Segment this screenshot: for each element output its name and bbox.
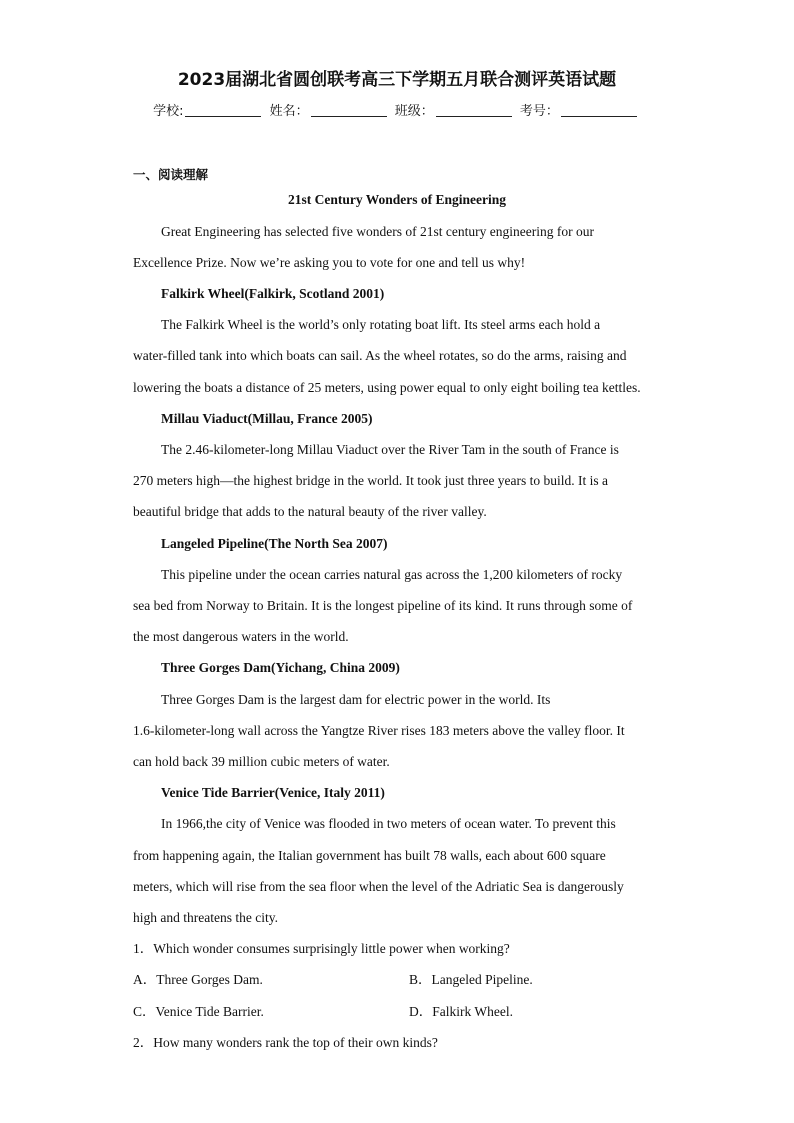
wonder-heading: Venice Tide Barrier(Venice, Italy 2011)	[161, 785, 385, 800]
paragraph-line: beautiful bridge that adds to the natural beauty of the river valley.	[133, 504, 487, 519]
page-title: 2023届湖北省圆创联考高三下学期五月联合测评英语试题	[177, 70, 617, 90]
paragraph-line: In 1966,the city of Venice was flooded in two meters of ocean water. To prevent this	[161, 816, 616, 831]
class-blank[interactable]	[436, 102, 512, 117]
paragraph-line: the most dangerous waters in the world.	[133, 629, 349, 644]
option-c[interactable]: C．Venice Tide Barrier.	[133, 1004, 264, 1019]
paragraph-line: lowering the boats a distance of 25 meters, using power equal to only eight boiling tea kettles.	[133, 380, 641, 395]
exam-number-label: 考号：	[519, 104, 559, 119]
option-a[interactable]: A．Three Gorges Dam.	[133, 972, 263, 987]
paragraph-line: can hold back 39 million cubic meters of water.	[133, 754, 390, 769]
option-b[interactable]: B．Langeled Pipeline.	[409, 972, 533, 987]
paragraph-line: The Falkirk Wheel is the world’s only rotating boat lift. Its steel arms each hold a	[161, 317, 601, 332]
paragraph-line: The 2.46-kilometer-long Millau Viaduct over the River Tam in the south of France is	[161, 442, 619, 457]
class-label: 班级：	[394, 104, 434, 119]
school-label: 学校:	[153, 104, 184, 119]
paragraph-line: Three Gorges Dam is the largest dam for electric power in the world. Its	[161, 692, 551, 707]
paragraph-line: from happening again, the Italian government has built 78 walls, each about 600 square	[133, 848, 606, 863]
paragraph-line: water-filled tank into which boats can sail. As the wheel rotates, so do the arms, raising and	[133, 348, 627, 363]
wonder-heading: Three Gorges Dam(Yichang, China 2009)	[161, 660, 400, 675]
intro-line: Excellence Prize. Now we’re asking you to vote for one and tell us why!	[133, 255, 526, 270]
intro-line: Great Engineering has selected five wonders of 21st century engineering for our	[161, 224, 594, 239]
option-d[interactable]: D．Falkirk Wheel.	[409, 1004, 513, 1019]
paragraph-line: sea bed from Norway to Britain. It is the longest pipeline of its kind. It runs through some of	[133, 598, 633, 613]
paragraph-line: meters, which will rise from the sea floor when the level of the Adriatic Sea is dangerously	[133, 879, 624, 894]
name-label: 姓名：	[269, 104, 309, 119]
paragraph-line: high and threatens the city.	[133, 910, 278, 925]
wonder-heading: Falkirk Wheel(Falkirk, Scotland 2001)	[161, 286, 385, 301]
wonder-heading: Langeled Pipeline(The North Sea 2007)	[161, 536, 388, 551]
section-heading: 一、阅读理解	[133, 167, 209, 182]
name-blank[interactable]	[311, 102, 387, 117]
school-blank[interactable]	[185, 102, 261, 117]
paragraph-line: This pipeline under the ocean carries natural gas across the 1,200 kilometers of rocky	[161, 567, 623, 582]
question-1: 1．Which wonder consumes surprisingly little power when working?	[133, 941, 510, 956]
question-2: 2．How many wonders rank the top of their own kinds?	[133, 1035, 438, 1050]
paragraph-line: 1.6-kilometer-long wall across the Yangtze River rises 183 meters above the valley floor. It	[133, 723, 625, 738]
exam-number-blank[interactable]	[561, 102, 637, 117]
wonder-heading: Millau Viaduct(Millau, France 2005)	[161, 411, 373, 426]
paragraph-line: 270 meters high—the highest bridge in the world. It took just three years to build. It is a	[133, 473, 609, 488]
student-info-fields	[0, 100, 794, 124]
passage-title: 21st Century Wonders of Engineering	[287, 192, 506, 207]
